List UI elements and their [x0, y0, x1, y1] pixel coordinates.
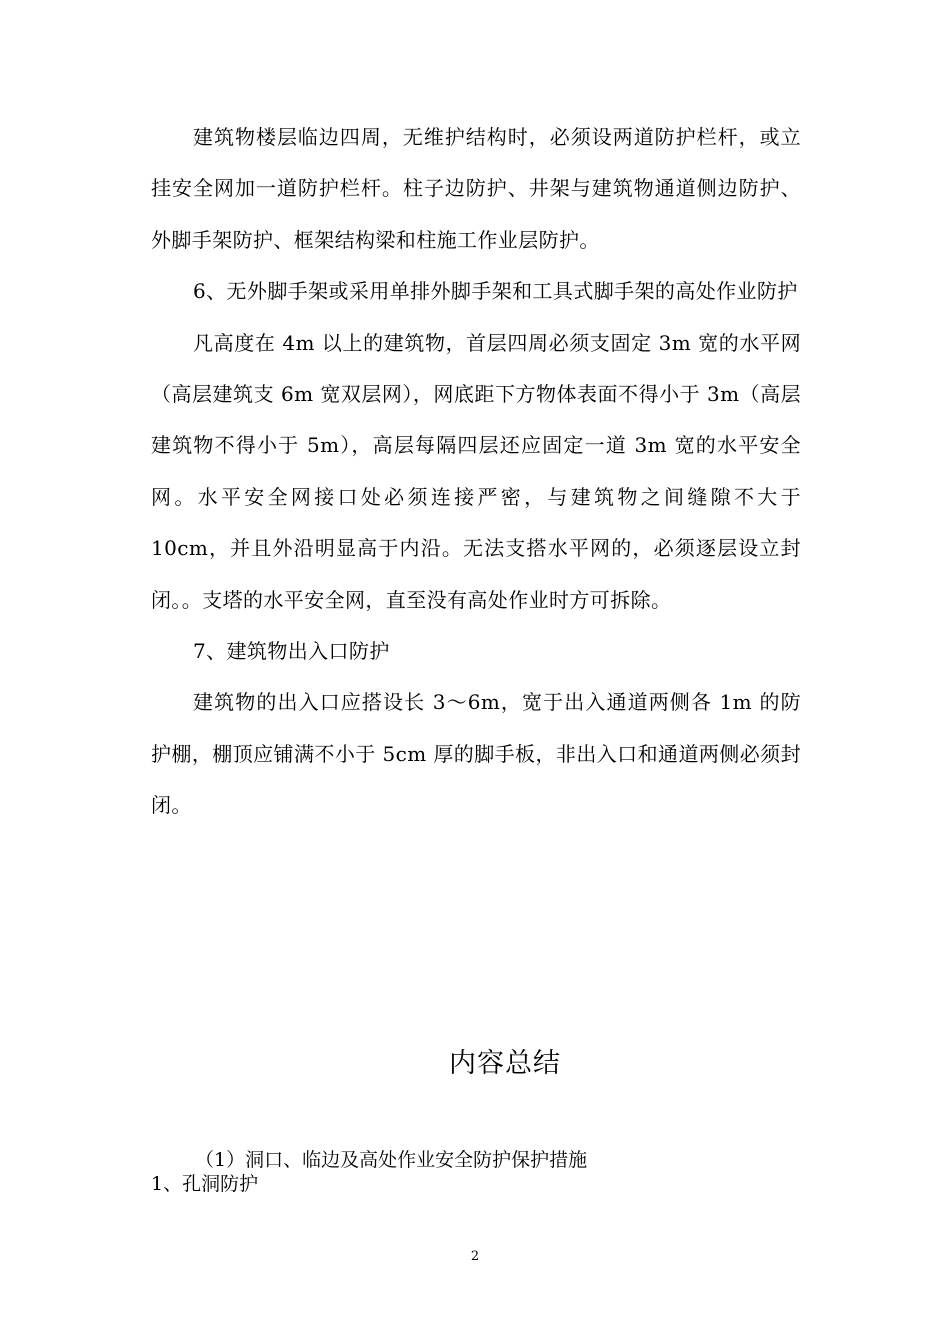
section-heading-7: 7、建筑物出入口防护 [193, 639, 390, 664]
page-number: 2 [470, 1249, 480, 1264]
summary-item-2: 1、孔洞防护 [151, 1173, 259, 1195]
body-text [151, 112, 801, 832]
summary-title: 内容总结 [449, 1048, 561, 1079]
section-heading-6: 6、无外脚手架或采用单排外脚手架和工具式脚手架的高处作业防护 [193, 279, 798, 304]
paragraph-edge-protection: 建筑物楼层临边四周，无维护结构时，必须设两道防护栏杆，或立挂安全网加一道防护栏杆。柱子边防护、井架与建筑物通道侧边防护、外脚手架防护、框架结构梁和柱施工作业层防护。 [151, 125, 801, 252]
summary-item-1: （1）洞口、临边及高处作业安全防护保护措施 [195, 1149, 588, 1171]
paragraph-horizontal-net: 凡高度在 4m 以上的建筑物，首层四周必须支固定 3m 宽的水平网（高层建筑支 6m 宽双层网），网底距下方物体表面不得小于 3m（高层建筑物不得小于 5m），高层每隔四层还应固定一道 3m 宽的水平安全网。水平安全网接口处必须连接严密，与建筑物之间缝隙不大于 10cm，并且外沿明显高于内沿。无法支搭水平网的，必须逐层设立封闭。。支塔的水平安全网，直至没有高处作业时方可拆除。 [151, 330, 801, 612]
paragraph-entrance-protection: 建筑物的出入口应搭设长 3～6m，宽于出入通道两侧各 1m 的防护棚，棚顶应铺满不小于 5cm 厚的脚手板，非出入口和通道两侧必须封闭。 [151, 690, 801, 818]
